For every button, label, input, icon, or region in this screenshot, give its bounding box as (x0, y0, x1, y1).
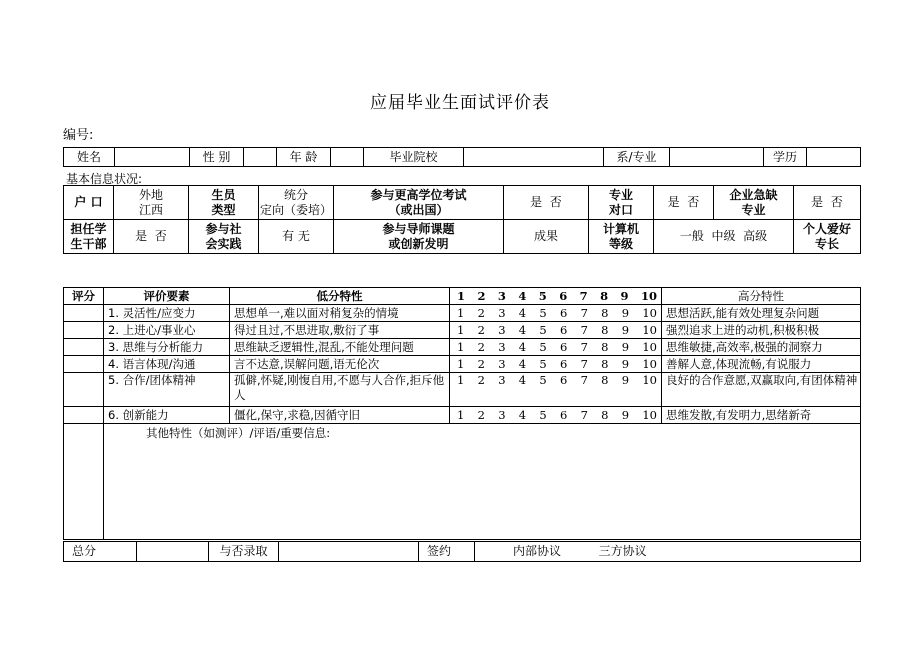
rating-option[interactable]: 6 (559, 305, 568, 320)
dept-field[interactable] (670, 148, 764, 167)
gender-label: 性 别 (190, 148, 244, 167)
rating-option[interactable]: 9 (621, 339, 630, 354)
gender-field[interactable] (244, 148, 277, 167)
research-label-line2: 或创新发明 (388, 236, 449, 251)
low-trait: 得过且过,不思进取,敷衍了事 (230, 322, 450, 339)
rating-option[interactable]: 7 (580, 322, 588, 337)
rating-option[interactable]: 1 (457, 322, 465, 337)
name-field[interactable] (115, 148, 190, 167)
rating-option[interactable]: 8 (601, 407, 609, 422)
hobby-label-line2: 专长 (814, 236, 839, 251)
rating-option[interactable]: 2 (477, 356, 485, 371)
rating-option[interactable]: 8 (601, 339, 609, 354)
rating-option[interactable]: 7 (580, 407, 588, 422)
page-title: 应届毕业生面试评价表 (370, 93, 550, 113)
student-cadre-label-line2: 生干部 (70, 236, 107, 251)
scale-header-2: 2 (477, 288, 486, 303)
rating-option[interactable]: 7 (580, 373, 588, 387)
agreement-options[interactable] (475, 542, 861, 562)
eval-row (64, 407, 861, 424)
rating-option[interactable]: 4 (518, 339, 527, 354)
scale-header-1: 1 (457, 288, 466, 303)
low-trait: 言不达意,误解问题,语无伦次 (230, 356, 450, 373)
degree-label: 学历 (764, 148, 807, 167)
degree-field[interactable] (807, 148, 861, 167)
student-type-label-line1: 生员 (211, 187, 236, 202)
student-cadre-label (64, 220, 114, 254)
rating-option[interactable]: 5 (539, 322, 547, 337)
sign-label: 签约 (419, 542, 475, 562)
score-cell[interactable] (64, 322, 104, 339)
high-trait: 思维敏捷,高效率,极强的洞察力 (662, 339, 861, 356)
rating-option[interactable]: 8 (601, 356, 609, 371)
rating-option[interactable]: 6 (559, 322, 568, 337)
rating-option[interactable]: 7 (580, 305, 588, 320)
evaluation-table (63, 287, 861, 540)
rating-option[interactable]: 4 (518, 322, 527, 337)
origin-option-outside: 外地 (138, 187, 163, 202)
rating-option[interactable]: 3 (498, 305, 506, 320)
rating-scale[interactable] (450, 407, 662, 424)
rating-option[interactable]: 10 (642, 373, 657, 387)
eval-row (64, 322, 861, 339)
scale-header-10: 10 (640, 288, 657, 303)
rating-option[interactable]: 4 (518, 373, 527, 387)
computer-level-label-line1: 计算机 (602, 221, 639, 236)
rating-option[interactable]: 4 (518, 356, 527, 371)
rating-option[interactable]: 5 (539, 339, 547, 354)
scale-header-4: 4 (518, 288, 527, 303)
social-practice-label (189, 220, 259, 254)
high-trait: 思维发散,有发明力,思绪新奇 (662, 407, 861, 424)
scale-header-8: 8 (600, 288, 609, 303)
rating-scale[interactable] (450, 373, 662, 407)
rating-option[interactable]: 6 (559, 407, 568, 422)
score-cell[interactable] (64, 373, 104, 407)
serial-number-label: 编号: (63, 128, 94, 143)
rating-option[interactable]: 7 (580, 339, 588, 354)
scale-header-6: 6 (559, 288, 568, 303)
rating-scale[interactable] (450, 305, 662, 322)
major-match-label-line1: 专业 (608, 187, 633, 202)
scale-header-3: 3 (497, 288, 506, 303)
rating-option[interactable]: 2 (477, 407, 485, 422)
rating-option[interactable]: 1 (457, 339, 465, 354)
rating-option[interactable]: 2 (477, 339, 485, 354)
score-header: 评分 (64, 288, 104, 305)
higher-degree-yes-no[interactable]: 是 否 (504, 186, 589, 220)
rating-option[interactable]: 6 (559, 339, 568, 354)
research-label (334, 220, 504, 254)
personal-info-table (63, 147, 861, 167)
allot-option-directed: 定向（委培） (259, 202, 332, 217)
low-traits-header: 低分特性 (230, 288, 450, 305)
rating-option[interactable]: 2 (477, 373, 485, 387)
student-type-label (189, 186, 259, 220)
hire-field[interactable] (279, 542, 419, 562)
high-trait: 思想活跃,能有效处理复杂问题 (662, 305, 861, 322)
score-cell[interactable] (64, 356, 104, 373)
rating-option[interactable]: 9 (621, 322, 630, 337)
scale-header-5: 5 (538, 288, 547, 303)
element-label: 4. 语言体现/沟通 (104, 356, 230, 373)
computer-level-options[interactable]: 一般 中级 高级 (654, 220, 794, 254)
high-trait: 善解人意,体现流畅,有说服力 (662, 356, 861, 373)
low-trait: 僵化,保守,求稳,因循守旧 (230, 407, 450, 424)
computer-level-label (589, 220, 654, 254)
rating-option[interactable]: 10 (642, 407, 657, 422)
social-practice-has-none[interactable]: 有 无 (259, 220, 334, 254)
total-score-label: 总分 (64, 542, 137, 562)
allot-option-unified: 统分 (283, 187, 308, 202)
eval-row (64, 305, 861, 322)
hire-label: 与否录取 (209, 542, 279, 562)
rating-option[interactable]: 5 (539, 305, 547, 320)
internal-agreement-option[interactable]: 内部协议 (513, 544, 562, 558)
hukou-label: 户 口 (64, 186, 114, 220)
high-traits-header: 高分特性 (662, 288, 861, 305)
major-match-yes-no[interactable]: 是 否 (654, 186, 714, 220)
tripartite-agreement-option[interactable]: 三方协议 (598, 544, 647, 558)
school-label: 毕业院校 (364, 148, 464, 167)
element-label: 6. 创新能力 (104, 407, 230, 424)
rating-option[interactable]: 5 (539, 407, 547, 422)
rating-option[interactable]: 3 (498, 407, 506, 422)
score-cell[interactable] (64, 407, 104, 424)
rating-option[interactable]: 9 (621, 407, 630, 422)
rating-option[interactable]: 9 (621, 356, 630, 371)
rating-scale[interactable] (450, 339, 662, 356)
elements-header: 评价要素 (104, 288, 230, 305)
student-cadre-yes-no[interactable]: 是 否 (114, 220, 189, 254)
low-trait: 思维缺乏逻辑性,混乱,不能处理问题 (230, 339, 450, 356)
origin-option-jiangxi: 江西 (138, 202, 163, 217)
major-match-label (589, 186, 654, 220)
basic-info-label: 基本信息状况: (66, 172, 143, 186)
rating-option[interactable]: 8 (601, 322, 609, 337)
rating-option[interactable]: 3 (498, 322, 506, 337)
element-label: 1. 灵活性/应变力 (104, 305, 230, 322)
computer-level-label-line2: 等级 (608, 236, 633, 251)
rating-option[interactable]: 1 (457, 373, 465, 387)
hobby-label-line1: 个人爱好 (802, 221, 851, 236)
rating-option[interactable]: 2 (477, 305, 485, 320)
basic-info-table (63, 185, 861, 254)
other-score-cell[interactable] (64, 424, 104, 540)
urgent-major-label (714, 186, 794, 220)
eval-row (64, 339, 861, 356)
rating-option[interactable]: 3 (498, 339, 506, 354)
social-practice-label-line1: 参与社 (205, 221, 242, 236)
rating-option[interactable]: 7 (580, 356, 588, 371)
rating-option[interactable]: 10 (642, 339, 657, 354)
low-trait: 孤僻,怀疑,刚愎自用,不愿与人合作,拒斥他人 (230, 373, 450, 407)
low-trait: 思想单一,难以面对稍复杂的情境 (230, 305, 450, 322)
urgent-major-yes-no[interactable]: 是 否 (794, 186, 861, 220)
rating-option[interactable]: 1 (457, 407, 465, 422)
student-cadre-label-line1: 担任学 (70, 221, 107, 236)
research-label-line1: 参与导师课题 (382, 221, 455, 236)
name-label: 姓名 (64, 148, 115, 167)
rating-option[interactable]: 6 (559, 373, 568, 387)
element-label: 5. 合作/团体精神 (104, 373, 230, 407)
age-label: 年 龄 (277, 148, 331, 167)
element-label: 3. 思维与分析能力 (104, 339, 230, 356)
decision-table (63, 541, 861, 562)
score-cell[interactable] (64, 339, 104, 356)
dept-label: 系/专业 (604, 148, 670, 167)
rating-option[interactable]: 8 (601, 373, 609, 387)
social-practice-label-line2: 会实践 (205, 236, 242, 251)
student-type-label-line2: 类型 (211, 202, 236, 217)
hobby-label (794, 220, 861, 254)
rating-option[interactable]: 6 (559, 356, 568, 371)
research-result[interactable]: 成果 (504, 220, 589, 254)
rating-option[interactable]: 5 (539, 373, 547, 387)
high-trait: 强烈追求上进的动机,积极积极 (662, 322, 861, 339)
rating-option[interactable]: 4 (518, 305, 527, 320)
total-score-field[interactable] (137, 542, 209, 562)
eval-row (64, 356, 861, 373)
rating-option[interactable]: 1 (457, 356, 465, 371)
rating-option[interactable]: 1 (457, 305, 465, 320)
rating-option[interactable]: 8 (601, 305, 609, 320)
allot-options[interactable] (259, 186, 334, 220)
rating-option[interactable]: 5 (539, 356, 547, 371)
rating-option[interactable]: 2 (477, 322, 485, 337)
higher-degree-label-line2: （或出国） (388, 202, 449, 217)
higher-degree-label (334, 186, 504, 220)
score-cell[interactable] (64, 305, 104, 322)
age-field[interactable] (331, 148, 364, 167)
rating-option[interactable]: 10 (642, 305, 657, 320)
scale-header-9: 9 (620, 288, 629, 303)
origin-options[interactable] (114, 186, 189, 220)
rating-scale[interactable] (450, 356, 662, 373)
rating-scale[interactable] (450, 322, 662, 339)
rating-option[interactable]: 3 (498, 356, 506, 371)
urgent-major-label-line1: 企业急缺 (729, 187, 778, 202)
rating-option[interactable]: 10 (642, 356, 657, 371)
rating-option[interactable]: 3 (498, 373, 506, 387)
major-match-label-line2: 对口 (608, 202, 633, 217)
urgent-major-label-line2: 专业 (741, 202, 766, 217)
element-label: 2. 上进心/事业心 (104, 322, 230, 339)
other-traits-area[interactable]: 其他特性（如测评）/评语/重要信息: (104, 424, 861, 540)
scale-header (450, 288, 662, 305)
scale-header-7: 7 (579, 288, 588, 303)
higher-degree-label-line1: 参与更高学位考试 (370, 187, 467, 202)
rating-option[interactable]: 10 (642, 322, 657, 337)
eval-row (64, 373, 861, 407)
school-field[interactable] (464, 148, 604, 167)
rating-option[interactable]: 9 (621, 373, 630, 387)
high-trait: 良好的合作意愿,双赢取向,有团体精神 (662, 373, 861, 407)
rating-option[interactable]: 9 (621, 305, 630, 320)
rating-option[interactable]: 4 (518, 407, 527, 422)
